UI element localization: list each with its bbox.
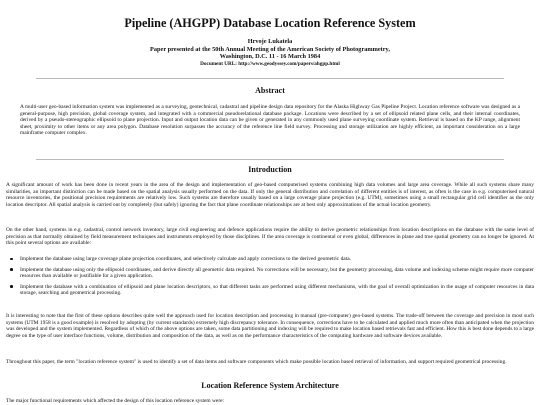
architecture-paragraph-1: The major functional requirements which affected the design of this location reference system were: (6, 398, 225, 404)
abstract-text: A multi-user geo-based information system was implemented as a surveying, geotechnical, cadastral and pipeline design data repository for the Alaska Highway Gas Pipeline Project. Location reference software was designed as a general-purpose, high precision, global coverage system, and integrated with a commercial pseudorelational database package. Locations were described by a set of ellipsoid related plane cells, and their internal coordinates, derived by a pseudo-stereographic ellipsoid to plane projection. Input and output location data can be given or generated in any commonly used plane surveying coordinate system. Retrieval is based on the KP range, alignment sheet, proximity to other items or any area polygon. Database resolution surpasses the accuracy of the reference line field survey. Processing and storage utilization are highly efficient, an important consideration on a large mainframe computer complex. (20, 104, 520, 137)
author-name: Hrvoje Lukatela (247, 38, 293, 45)
list-item-text: Implement the database using only the ellipsoid coordinates, and derive directly all geometric data required. No corrections will be necessary, but the geometry processing, data volume and indexing scheme might require more computer resources than available or justifiable for a given application. (20, 266, 534, 280)
list-item (6, 284, 534, 297)
abstract-heading: Abstract (255, 86, 285, 95)
architecture-heading: Location Reference System Architecture (201, 381, 339, 390)
bullet-icon (10, 258, 13, 261)
introduction-heading: Introduction (248, 165, 292, 174)
options-list (6, 256, 534, 297)
intro-paragraph-1: A significant amount of work has been done in recent years in the area of the design and implementation of geo-based computerised systems combining high data volumes and large area coverage. While all such systems share many similarities, an important distinction can be made based on the spatial analysis usually performed on the data. If only the general distribution and correlation of different entities is of interest, as often is the case in e.g. computerised natural resource inventories, the positional precision requirements are relatively low. Such systems are therefore usually based on a large coverage plane projection (e.g. UTM), sometimes using a small rectangular grid cell identifier as the only location descriptor. All spatial analysis is carried out by completely (but safely) ignoring the fact that plane coordinate relationships are at best only approximations of the actual location geometry. (6, 182, 534, 208)
divider-abstract (36, 159, 504, 160)
list-item-text: Implement the database with a combination of ellipsoid and plane location descriptors, so that different tasks are performed using different mechanisms, with the goal of overall optimization in the usage of computer resources in data storage, searching and geometrical processing. (20, 283, 534, 297)
document-url: Document URL: http://www.geodyssey.com/papers/ahgpp.html (200, 60, 340, 67)
list-item (6, 256, 534, 263)
intro-paragraph-3: It is interesting to note that the first of these options describes quite well the approach used for location description and processing in manual (pre-computer) geo-based systems. The trade-off between the coverage and precision in most such systems (UTM 1958 is a good example) is resolved by adopting (by current standards) extremely high discrepancy tolerance. In consequence, corrections have to be calculated and applied much more often than anticipated when the projection was developed and the system implemented. Regardless of which of the above options are taken, some data partitioning and indexing will be required to make location based retrievals fast and efficient. How this is best done depends to a large degree on the type of user interface functions, volume, distribution and composition of the data, as well as on the performance characteristics of the computing hardware and software devices available. (6, 313, 534, 339)
venue-line-2: Washington, D.C. 11 - 16 March 1984 (219, 53, 321, 61)
list-item (6, 267, 534, 280)
list-item-text: Implement the database using large coverage plane projection coordinates, and selectively calculate and apply corrections to the derived geometric data. (20, 256, 351, 262)
bullet-icon (10, 268, 13, 271)
intro-paragraph-2: On the other hand, systems in e.g. cadastral, control network inventory, large civil engineering and defence applications require the ability to derive geometric relationships from location descriptions on the database with the same level of precision as that normally obtained by field measurement techniques and instruments employed by those disciplines. If the area coverage is continental or even global, differences in plane and true spatial geometry can no longer be ignored. At this point several options are available: (6, 227, 534, 247)
intro-paragraph-4: Throughout this paper, the term "location reference system" is used to identify a set of data items and software components which make possible location based retrieval of information, and support required geometrical processing. (6, 359, 507, 365)
divider-top (36, 78, 504, 79)
bullet-icon (10, 285, 13, 288)
author-block (0, 38, 540, 68)
paper-title: Pipeline (AHGPP) Database Location Reference System (124, 16, 416, 30)
venue-line-1: Paper presented at the 50th Annual Meeting of the American Society of Photogrammetry, (150, 45, 390, 53)
